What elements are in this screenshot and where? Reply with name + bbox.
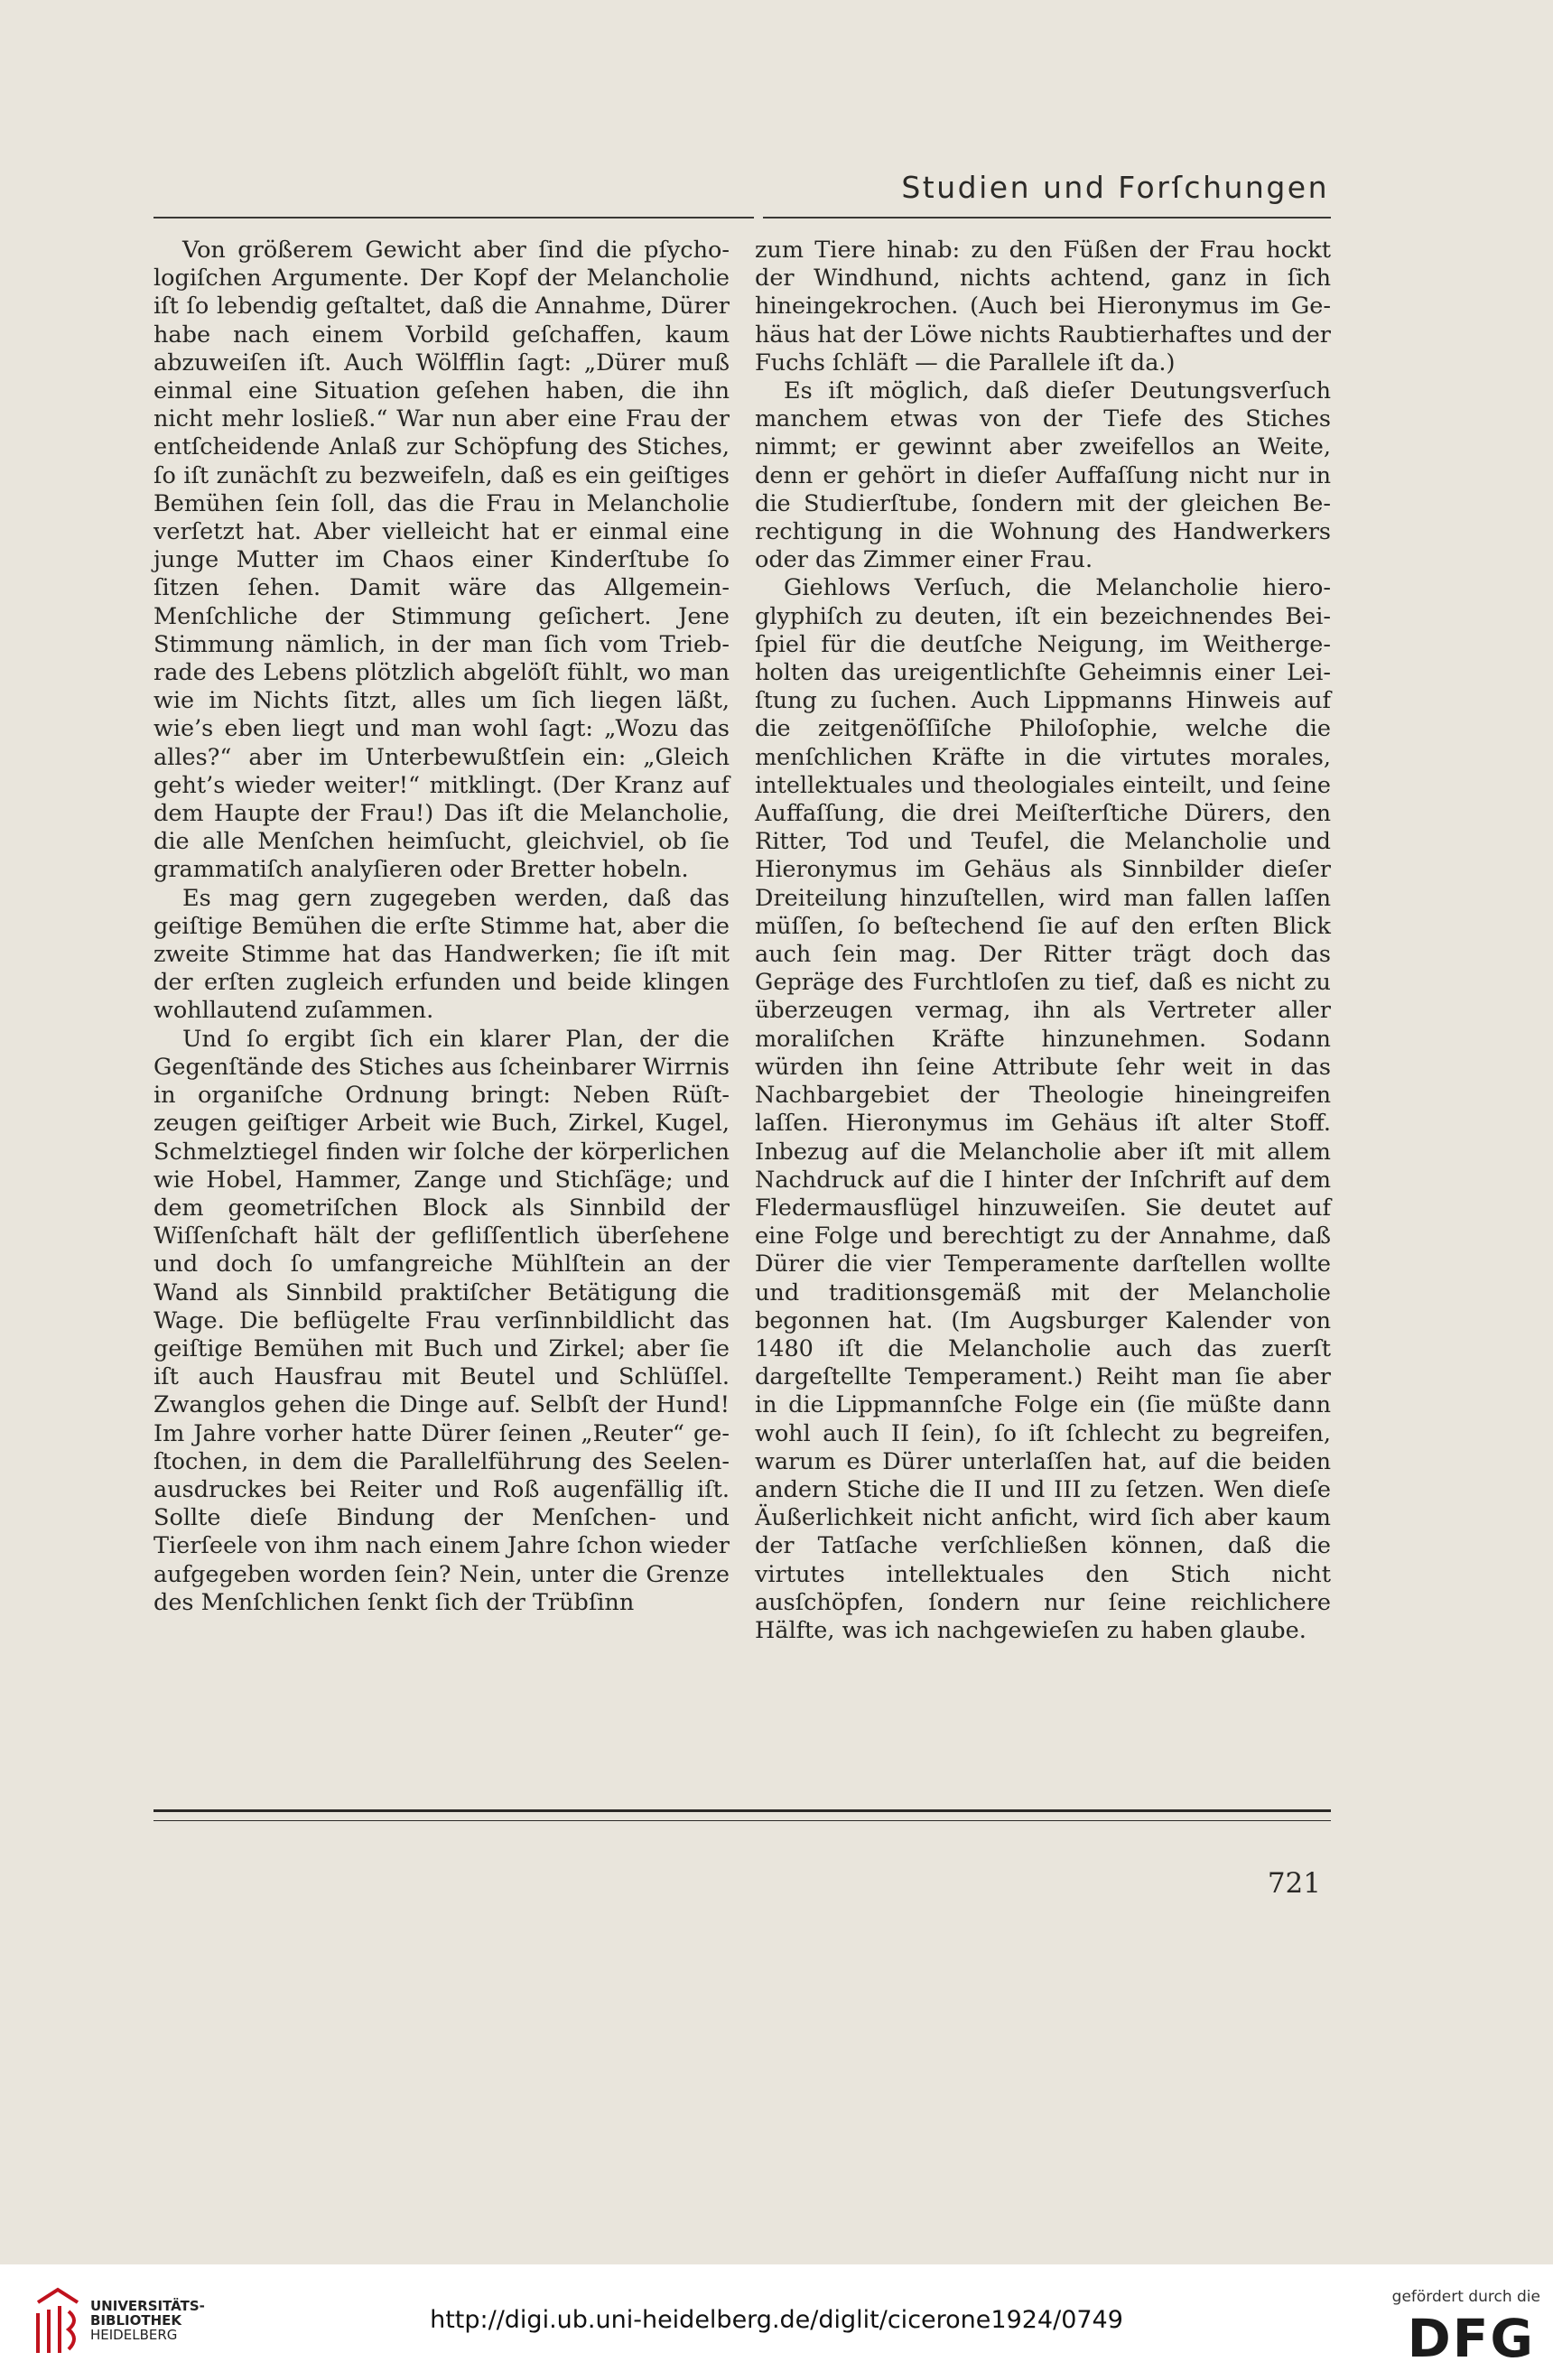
dfg-logo: DFG [1407,2308,1535,2369]
running-header: Studien und Forſchungen [901,170,1329,205]
paragraph: Es mag gern zugegeben werden, daß das geiſtige Bemühen die erſte Stimme hat, aber die zweite Stimme hat das Handwerken; ſie iſt mit der erſten zugleich erfunden und beide klingen wohllautend zuſammen. [153,884,730,1025]
paragraph: Und ſo ergibt ſich ein klarer Plan, der die Gegenſtände des Stiches aus ſcheinbarer Wirrnis in organiſche Ordnung bringt: Neben Rüſtzeugen geiſtiger Arbeit wie Buch, Zirkel, Kugel, Schmelztiegel finden wir ſolche der körperlichen wie Hobel, Hammer, Zange und Stichſäge; und dem geometriſchen Block als Sinnbild der Wiſſenſchaft hält der gefliſſentlich überſehene und doch ſo umfangreiche Mühlſtein an der Wand als Sinnbild praktiſcher Betätigung die Wage. Die beflügelte Frau verſinnbildlicht das geiſtige Bemühen mit Buch und Zirkel; aber ſie iſt auch Hausfrau mit Beutel und Schlüſſel. Zwanglos gehen die Dinge auf. Selbſt der Hund! Im Jahre vorher hatte Dürer ſeinen „Reuter“ geſtochen, in dem die Parallelführung des Seelenausdruckes bei Reiter und Roß augenfällig iſt. Sollte dieſe Bindung der Menſchen- und Tierſeele von ihm nach einem Jahre ſchon wieder aufgegeben worden ſein? Nein, unter die Grenze des Menſchlichen ſenkt ſich der Trübſinn [153,1025,730,1616]
library-name: UNIVERSITÄTS- BIBLIOTHEK HEIDELBERG [90,2298,205,2343]
header-rule [153,217,1331,218]
left-text-column [153,237,730,1617]
footer-rule [153,1809,1331,1812]
paragraph: Es iſt möglich, daß dieſer Deutungsverſuch manchem etwas von der Tiefe des Stiches nimmt; er gewinnt aber zweifellos an Weite, denn er gehört in dieſer Auffaſſung nicht nur in die Studierſtube, ſondern mit der gleichen Berechtigung in die Wohnung des Handwerkers oder das Zimmer einer Frau. [755,377,1331,574]
digitization-bar [0,2264,1553,2380]
footer-rule-thin [153,1820,1331,1821]
paragraph: Giehlows Verſuch, die Melancholie hieroglyphiſch zu deuten, iſt ein bezeichnendes Beiſpiel für die deutſche Neigung, im Weithergeholten das ureigentlichſte Geheimnis einer Leiſtung zu ſuchen. Auch Lippmanns Hinweis auf die zeitgenöſſiſche Philoſophie, welche die menſchlichen Kräfte in die virtutes morales, intellektuales und theologiales einteilt, und ſeine Auffaſſung, die drei Meiſterſtiche Dürers, den Ritter, Tod und Teufel, die Melancholie und Hieronymus im Gehäus als Sinnbilder dieſer Dreiteilung hinzuſtellen, wird man fallen laſſen müſſen, ſo beſtechend ſie auf den erſten Blick auch ſein mag. Der Ritter trägt doch das Gepräge des Furchtloſen zu tief, daß es nicht zu überzeugen vermag, ihn als Vertreter aller moraliſchen Kräfte hinzunehmen. Sodann würden ihn ſeine Attribute ſehr weit in das Nachbargebiet der Theologie hineingreifen laſſen. Hieronymus im Gehäus iſt alter Stoff. Inbezug auf die Melancholie aber iſt mit allem Nachdruck auf die I hinter der Inſchrift auf dem Fledermausflügel hinzuweiſen. Sie deutet auf eine Folge und berechtigt zu der Annahme, daß Dürer die vier Temperamente darſtellen wollte und traditionsgemäß mit der Melancholie begonnen hat. (Im Augsburger Kalender von 1480 iſt die Melancholie auch das zuerſt dargeſtellte Temperament.) Reiht man ſie aber in die Lippmannſche Folge ein (ſie müßte dann wohl auch II ſein), ſo iſt ſchlecht zu begreifen, warum es Dürer unterlaſſen hat, auf die beiden andern Stiche die II und III zu ſetzen. Wen dieſe Äußerlichkeit nicht anficht, wird ſich aber kaum der Tatſache verſchließen können, daß die virtutes intellektuales den Stich nicht ausſchöpfen, ſondern nur ſeine reichlichere Hälfte, was ich nachgewieſen zu haben glaube. [755,574,1331,1644]
right-text-column [755,237,1331,1645]
funder-note: gefördert durch die [1391,2288,1540,2306]
source-url-link[interactable]: http://digi.ub.uni-heidelberg.de/diglit/cicerone1924/0749 [430,2306,1123,2334]
paragraph-continuation: zum Tiere hinab: zu den Füßen der Frau hockt der Windhund, nichts achtend, ganz in ſich hineingekrochen. (Auch bei Hieronymus im Gehäus hat der Löwe nichts Raubtierhaftes und der Fuchs ſchläft — die Parallele iſt da.) [755,237,1331,377]
paragraph: Von größerem Gewicht aber ſind die pſychologiſchen Argumente. Der Kopf der Melancholie iſt ſo lebendig geſtaltet, daß die Annahme, Dürer habe nach einem Vorbild geſchaffen, kaum abzuweiſen iſt. Auch Wölfflin ſagt: „Dürer muß einmal eine Situation geſehen haben, die ihn nicht mehr losließ.“ War nun aber eine Frau der entſcheidende Anlaß zur Schöpfung des Stiches, ſo iſt zunächſt zu bezweifeln, daß es ein geiſtiges Bemühen ſein ſoll, das die Frau in Melancholie verſetzt hat. Aber vielleicht hat er einmal eine junge Mutter im Chaos einer Kinderſtube ſo ſitzen ſehen. Damit wäre das Allgemein-Menſchliche der Stimmung geſichert. Jene Stimmung nämlich, in der man ſich vom Triebrade des Lebens plötzlich abgelöſt fühlt, wo man wie im Nichts ſitzt, alles um ſich liegen läßt, wie’s eben liegt und man wohl ſagt: „Wozu das alles?“ aber im Unterbewußtſein ein: „Gleich geht’s wieder weiter!“ mitklingt. (Der Kranz auf dem Haupte der Frau!) Das iſt die Melancholie, die alle Menſchen heimſucht, gleichviel, ob ſie grammatiſch analyſieren oder Bretter hobeln. [153,237,730,884]
page-number: 721 [1267,1867,1321,1900]
